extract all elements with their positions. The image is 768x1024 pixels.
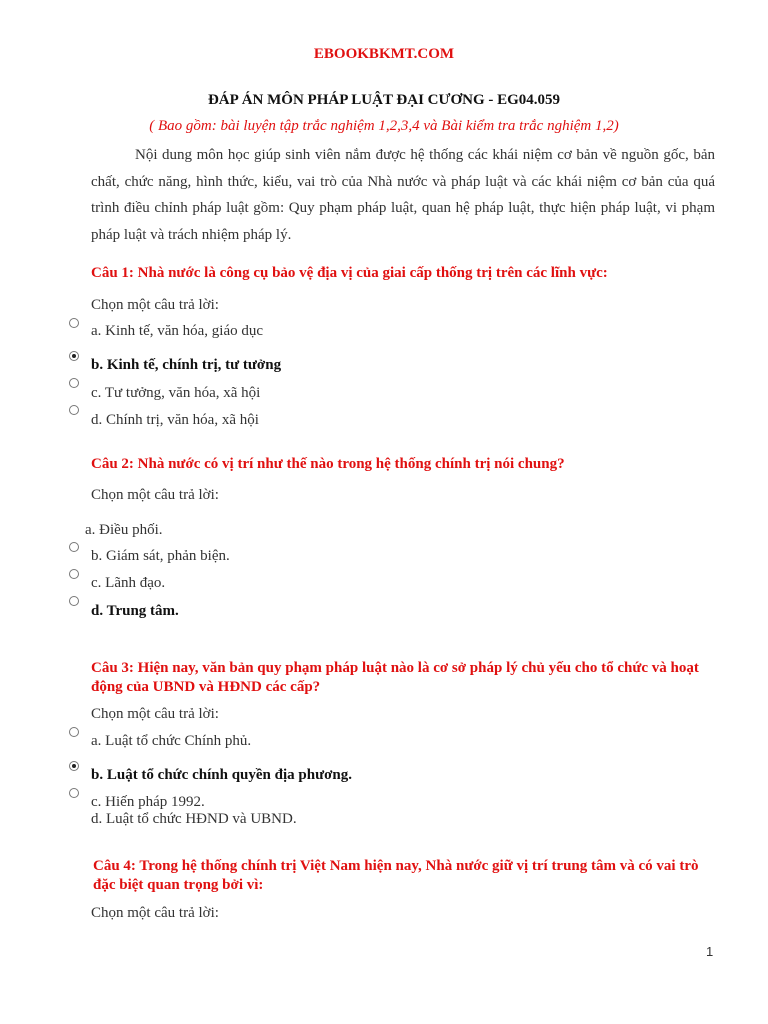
question-4-title: Câu 4: Trong hệ thống chính trị Việt Nam hiện nay, Nhà nước giữ vị trí trung tâm và có vai trò đặc biệt quan trọng bởi vì: [93,858,699,893]
question-2-option-b: b. Giám sát, phản biện. [91,548,230,564]
question-3-prompt: Chọn một câu trả lời: [91,706,219,722]
question-3-radio-a[interactable] [69,727,79,737]
question-3-option-c: c. Hiến pháp 1992. [91,794,205,810]
question-2-option-a: a. Điều phối. [85,522,163,538]
question-1-radio-b[interactable] [69,351,79,361]
question-2-title: Câu 2: Nhà nước có vị trí như thế nào trong hệ thống chính trị nói chung? [91,456,565,472]
document-title: ĐÁP ÁN MÔN PHÁP LUẬT ĐẠI CƯƠNG - EG04.059 [207,92,561,108]
question-1-option-c: c. Tư tưởng, văn hóa, xã hội [91,385,261,401]
question-1-option-b: b. Kinh tế, chính trị, tư tưởng [91,357,282,373]
question-2-radio-b[interactable] [69,569,79,579]
page-number: 1 [706,944,714,959]
question-2-option-d: d. Trung tâm. [91,603,179,619]
question-3-radio-c[interactable] [69,788,79,798]
question-3-option-b: b. Luật tổ chức chính quyền địa phương. [91,767,352,783]
question-1-radio-c[interactable] [69,378,79,388]
question-2-radio-c[interactable] [69,596,79,606]
question-2-radio-a[interactable] [69,542,79,552]
intro-paragraph: Nội dung môn học giúp sinh viên nắm được hệ thống các khái niệm cơ bản về nguồn gốc, bản chất, chức năng, hình thức, kiểu, vai trò của Nhà nước và pháp luật và các khái niệm cơ bản của quá trình điều chỉnh pháp luật gồm: Quy phạm pháp luật, quan hệ pháp luật, thực hiện pháp luật, vi phạm pháp luật và trách nhiệm pháp lý. [91,147,715,243]
question-2-option-c: c. Lãnh đạo. [91,575,166,591]
question-1-option-d: d. Chính trị, văn hóa, xã hội [91,412,259,428]
document-subtitle: ( Bao gồm: bài luyện tập trắc nghiệm 1,2,3,4 và Bài kiểm tra trắc nghiệm 1,2) [149,118,619,134]
question-1-option-a: a. Kinh tế, văn hóa, giáo dục [91,323,264,339]
question-3-option-d: d. Luật tổ chức HĐND và UBND. [91,811,297,827]
question-1-prompt: Chọn một câu trả lời: [91,297,219,313]
question-3-option-a: a. Luật tổ chức Chính phủ. [91,733,252,749]
question-4-prompt: Chọn một câu trả lời: [91,905,219,921]
question-1-radio-a[interactable] [69,318,79,328]
question-1-radio-d[interactable] [69,405,79,415]
question-2-prompt: Chọn một câu trả lời: [91,487,219,503]
question-3-title: Câu 3: Hiện nay, văn bản quy phạm pháp luật nào là cơ sở pháp lý chủ yếu cho tổ chức và hoạt động của UBND và HĐND các cấp? [91,660,699,695]
question-1-title: Câu 1: Nhà nước là công cụ bảo vệ địa vị của giai cấp thống trị trên các lĩnh vực: [91,265,608,281]
question-3-radio-b[interactable] [69,761,79,771]
site-name: EBOOKBKMT.COM [313,46,455,62]
